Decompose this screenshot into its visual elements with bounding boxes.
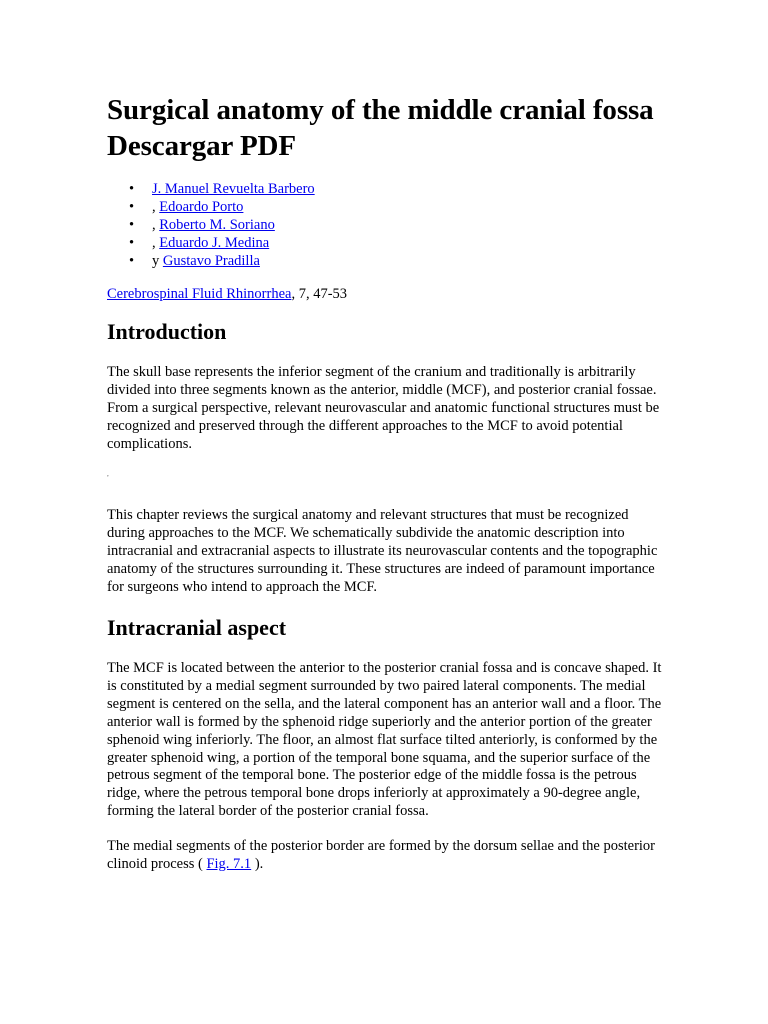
author-link[interactable]: Gustavo Pradilla bbox=[162, 253, 260, 269]
author-prefix: , bbox=[152, 235, 160, 251]
introduction-heading: Introduction bbox=[107, 318, 227, 344]
author-link[interactable]: Eduardo J. Medina bbox=[159, 235, 270, 251]
source-suffix: , 7, 47-53 bbox=[291, 286, 348, 302]
introduction-paragraph-1: The skull base represents the inferior segment of the cranium and traditionally is arbitrarily divided into three segments known as the anterior, middle (MCF), and posterior cranial fossae. From a surgical perspective, relevant neurovascular and anatomic functional structures must be recognized and preserved through the different approaches to the MCF to avoid potential complications. bbox=[107, 363, 660, 452]
author-link[interactable]: Roberto M. Soriano bbox=[159, 217, 275, 233]
source-link[interactable]: Cerebrospinal Fluid Rhinorrhea bbox=[107, 286, 292, 302]
paragraph-text: ). bbox=[251, 856, 264, 873]
page-title: Surgical anatomy of the middle cranial fossa Descargar PDF bbox=[107, 94, 654, 162]
source-citation bbox=[107, 286, 663, 304]
intracranial-heading: Intracranial aspect bbox=[107, 614, 287, 640]
author-prefix: y bbox=[152, 253, 163, 269]
introduction-paragraph-2: This chapter reviews the surgical anatomy and relevant structures that must be recognized during approaches to the MCF. We schematically subdivide the anatomic description into intracranial and extracranial aspects to illustrate its neurovascular contents and the topographic anatomy of the structures surrounding it. These structures are indeed of paramount importance for surgeons who intend to approach the MCF. bbox=[107, 507, 658, 596]
small-mark: , bbox=[107, 470, 109, 479]
figure-link[interactable]: Fig. 7.1 bbox=[206, 856, 252, 873]
list-item bbox=[107, 198, 663, 216]
intracranial-paragraph-1: The MCF is located between the anterior to the posterior cranial fossa and is concave shaped. It is constituted by a medial segment surrounded by two paired lateral components. The medial segment is centered on the sella, and the lateral component has an anterior wall and a floor. The anterior wall is formed by the sphenoid ridge superiorly and the anterior portion of the greater sphenoid wing inferiorly. The floor, an almost flat surface tilted anteriorly, is conformed by the greater sphenoid wing, a portion of the temporal bone squama, and the superior surface of the petrous segment of the temporal bone. The posterior edge of the middle fossa is the petrous ridge, where the petrous temporal bone drops inferiorly at approximately a 90-degree angle, forming the lateral border of the posterior cranial fossa. bbox=[107, 659, 662, 820]
intracranial-paragraph-2 bbox=[107, 838, 663, 874]
list-item bbox=[107, 252, 663, 270]
article bbox=[107, 92, 663, 891]
paragraph-text: The medial segments of the posterior border are formed by the dorsum sellae and the posterior clinoid process ( bbox=[107, 838, 656, 873]
author-list bbox=[107, 180, 663, 270]
author-link[interactable]: J. Manuel Revuelta Barbero bbox=[152, 181, 315, 197]
author-link[interactable]: Edoardo Porto bbox=[159, 199, 244, 215]
list-item bbox=[107, 180, 663, 198]
author-prefix: , bbox=[152, 199, 160, 215]
list-item bbox=[107, 216, 663, 234]
author-prefix: , bbox=[152, 217, 160, 233]
list-item bbox=[107, 234, 663, 252]
